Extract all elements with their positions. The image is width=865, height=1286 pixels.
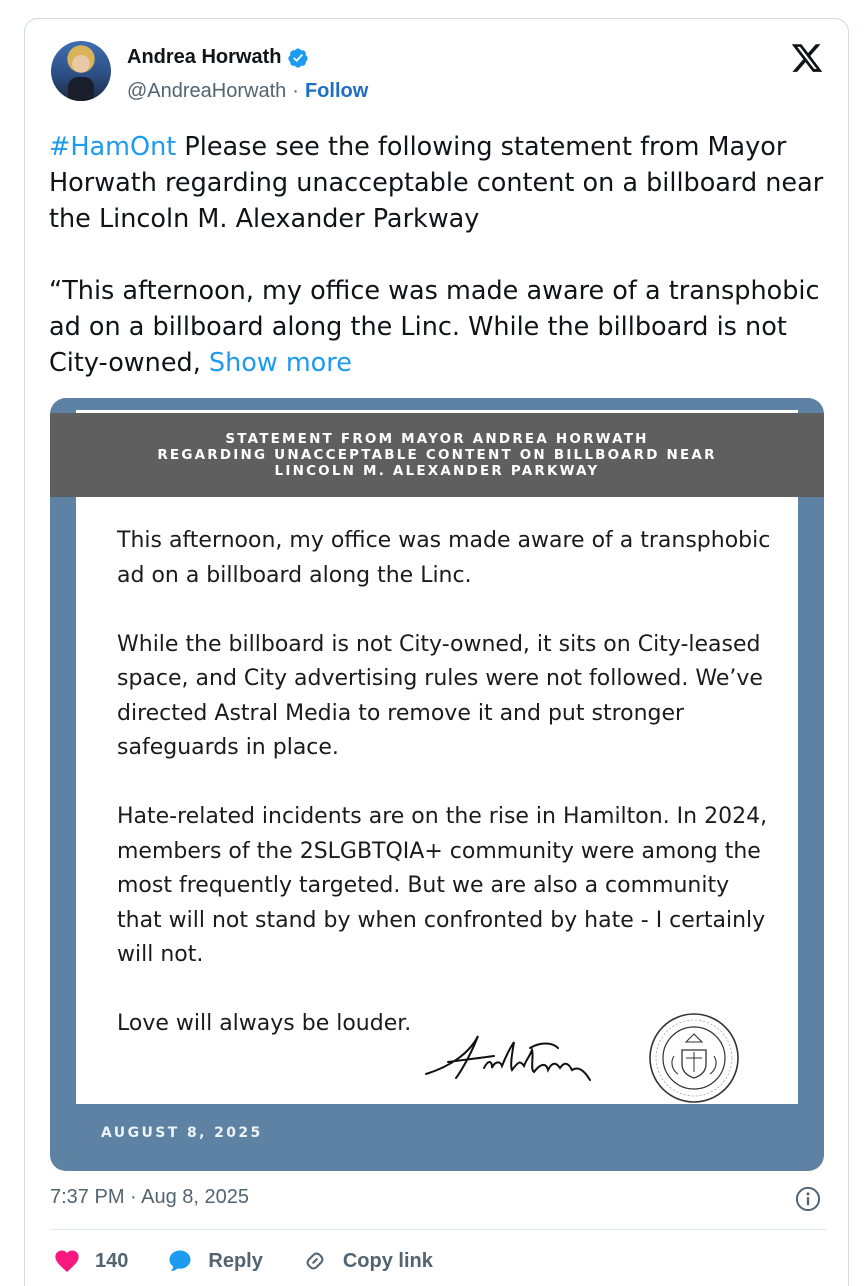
link-icon [301, 1247, 329, 1275]
like-count: 140 [95, 1249, 129, 1272]
author-display-name[interactable]: Andrea Horwath [127, 46, 282, 68]
handle-separator: · [292, 80, 299, 102]
statement-body [117, 524, 777, 1076]
follow-button[interactable]: Follow [304, 80, 369, 102]
statement-date: AUGUST 8, 2025 [101, 1125, 263, 1141]
statement-banner [50, 413, 824, 497]
x-logo-icon[interactable] [790, 41, 824, 75]
banner-line-1: STATEMENT FROM MAYOR ANDREA HORWATH [225, 431, 649, 447]
avatar-figure [68, 77, 94, 101]
mayor-signature [422, 1026, 600, 1088]
verified-badge-icon [287, 47, 309, 69]
reply-label: Reply [208, 1249, 263, 1272]
tweet-actions [53, 1247, 471, 1275]
hashtag-link[interactable]: #HamOnt [49, 132, 177, 162]
banner-line-2: REGARDING UNACCEPTABLE CONTENT ON BILLBOARD NEAR [157, 447, 717, 463]
author-handle-row [127, 80, 368, 103]
statement-paragraph-1: This afternoon, my office was made aware of a transphobic ad on a billboard along the Linc. [117, 528, 771, 588]
heart-icon [53, 1247, 81, 1275]
copy-link-label: Copy link [342, 1249, 433, 1272]
statement-paragraph-4: Love will always be louder. [117, 1011, 412, 1036]
tweet-first-paragraph-text: Please see the following statement from Mayor Horwath regarding unacceptable content on a billboard near the Lincoln M. Alexander Parkway [49, 132, 824, 234]
statement-paragraph-3: Hate-related incidents are on the rise in Hamilton. In 2024, members of the 2SLGBTQIA+ community were among the most frequently targeted. But we are also a community that will not stand by when confronted by hate - I certainly will not. [117, 804, 768, 967]
author-name-row [127, 46, 309, 69]
mayor-office-seal [648, 1012, 740, 1104]
reply-bubble-icon [166, 1247, 194, 1275]
tweet-quote-paragraph [49, 273, 829, 381]
tweet-timestamp[interactable]: 7:37 PM · Aug 8, 2025 [50, 1186, 250, 1208]
tweet-first-paragraph [49, 129, 829, 237]
statement-paragraph-2: While the billboard is not City-owned, it sits on City-leased space, and City advertising rules were not followed. We’ve directed Astral Media to remove it and put stronger safeguards in place. [117, 631, 763, 760]
info-icon[interactable] [794, 1185, 822, 1213]
banner-line-3: LINCOLN M. ALEXANDER PARKWAY [274, 463, 600, 479]
like-button[interactable] [53, 1247, 128, 1275]
author-avatar[interactable] [51, 41, 111, 101]
tweet-card [24, 18, 849, 1286]
reply-button[interactable] [166, 1247, 262, 1275]
paragraph-gap [49, 237, 829, 273]
copy-link-button[interactable] [301, 1247, 433, 1275]
author-handle[interactable]: @AndreaHorwath [127, 80, 287, 102]
actions-divider [50, 1229, 826, 1230]
show-more-link[interactable]: Show more [208, 348, 352, 378]
statement-image[interactable] [50, 398, 824, 1171]
tweet-text [49, 129, 829, 381]
tweet-quote-text: “This afternoon, my office was made aware of a transphobic ad on a billboard along the Linc. While the billboard is not City-owned, [49, 276, 820, 378]
